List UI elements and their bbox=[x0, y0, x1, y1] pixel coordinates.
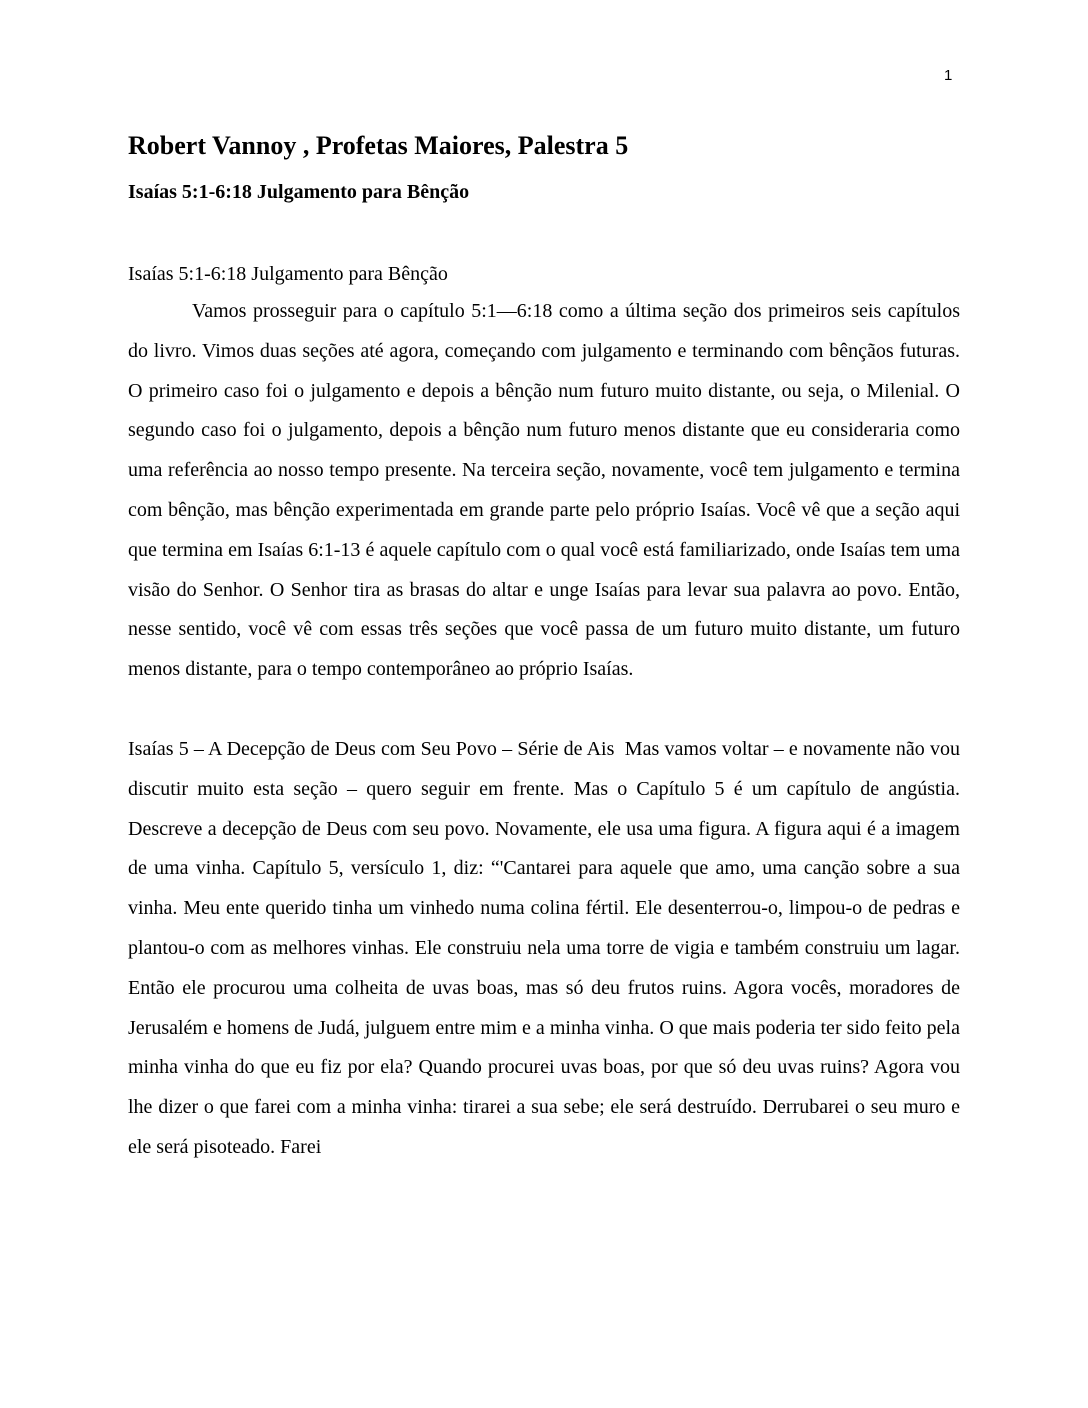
document-title: Robert Vannoy , Profetas Maiores, Palestra 5 bbox=[128, 131, 629, 160]
paragraph-chapter5 bbox=[128, 730, 960, 1168]
section-heading-judgment: Isaías 5:1-6:18 Julgamento para Bênção bbox=[128, 263, 448, 285]
section-heading-disappointment: Isaías 5 – A Decepção de Deus com Seu Povo – Série de Ais bbox=[128, 737, 615, 760]
document-body bbox=[128, 128, 960, 1168]
page-number: 1 bbox=[944, 67, 953, 84]
paragraph-intro: Vamos prosseguir para o capítulo 5:1—6:18 como a última seção dos primeiros seis capítulos do livro. Vimos duas seções até agora, começando com julgamento e terminando com bênçãos futuras. O primeiro caso foi o julgamento e depois a bênção num futuro muito distante, ou seja, o Milenial. O segundo caso foi o julgamento, depois a bênção num futuro menos distante que eu consideraria como uma referência ao nosso tempo presente. Na terceira seção, novamente, você tem julgamento e termina com bênção, mas bênção experimentada em grande parte pelo próprio Isaías. Você vê que a seção aqui que termina em Isaías 6:1-13 é aquele capítulo com o qual você está familiarizado, onde Isaías tem uma visão do Senhor. O Senhor tira as brasas do altar e unge Isaías para levar sua palavra ao povo. Então, nesse sentido, você vê com essas três seções que você passa de um futuro muito distante, um futuro menos distante, para o tempo contemporâneo ao próprio Isaías. bbox=[128, 300, 960, 681]
document-subtitle: Isaías 5:1-6:18 Julgamento para Bênção bbox=[128, 181, 470, 203]
paragraph-chapter5-text: Mas vamos voltar – e novamente não vou discutir muito esta seção – quero seguir em frente. Mas o Capítulo 5 é um capítulo de angústia. Descreve a decepção de Deus com seu povo. Novamente, ele usa uma figura. A figura aqui é a imagem de uma vinha. Capítulo 5, versículo 1, diz: “'Cantarei para aquele que amo, uma canção sobre a sua vinha. Meu ente querido tinha um vinhedo numa colina fértil. Ele desenterrou-o, limpou-o de pedras e plantou-o com as melhores vinhas. Ele construiu nela uma torre de vigia e também construiu um lagar. Então ele procurou uma colheita de uvas boas, mas só deu frutos ruins. Agora vocês, moradores de Jerusalém e homens de Judá, julguem entre mim e a minha vinha. O que mais poderia ter sido feito pela minha vinha do que eu fiz por ela? Quando procurei uvas boas, por que só deu uvas ruins? Agora vou lhe dizer o que farei com a minha vinha: tirarei a sua sebe; ele será destruído. Derrubarei o seu muro e ele será pisoteado. Farei bbox=[128, 737, 961, 1158]
